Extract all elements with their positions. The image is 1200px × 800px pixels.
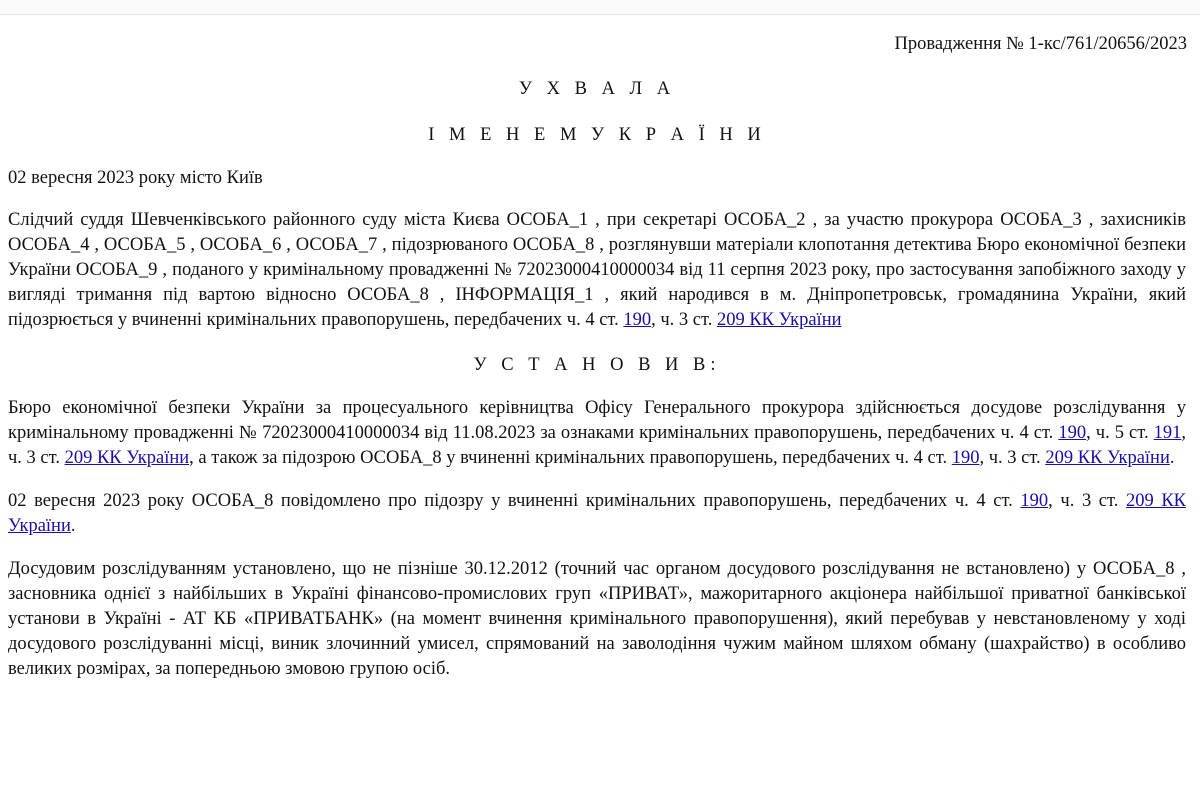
para-text: , ч. 3 ст.: [8, 423, 1187, 468]
document-page: [0, 32, 1200, 682]
article-190-link[interactable]: 190: [1020, 491, 1049, 511]
article-209-link[interactable]: 209 КК України: [716, 310, 842, 330]
intro-paragraph: [8, 208, 1186, 333]
article-190-link[interactable]: 190: [951, 448, 980, 468]
date-place-line: 02 вересня 2023 року місто Київ: [8, 168, 263, 188]
article-209-link[interactable]: 209 КК України: [8, 491, 1186, 536]
para-text: , а також за підозрою ОСОБА_8 у вчиненні кримінальних правопорушень, передбачених ч. 4 ст.: [189, 448, 952, 468]
article-191-link[interactable]: 191: [1153, 423, 1182, 443]
intro-text-mid: , ч. 3 ст.: [651, 310, 717, 330]
article-209-link[interactable]: 209 КК України: [1045, 448, 1170, 468]
para-text: , ч. 3 ст.: [979, 448, 1046, 468]
article-209-link[interactable]: 209 КК України: [64, 448, 190, 468]
para-text: 02 вересня 2023 року ОСОБА_8 повідомлено про підозру у вчиненні кримінальних правопорушень, передбачених ч. 4 ст.: [8, 491, 1021, 511]
para-text: , ч. 3 ст.: [1048, 491, 1126, 511]
case-number: Провадження № 1-кс/761/20656/2023: [894, 34, 1187, 54]
investigation-paragraph: [8, 396, 1186, 471]
intro-text: Слідчий суддя Шевченківського районного суду міста Києва ОСОБА_1 , при секретарі ОСОБА_2 , за участю прокурора ОСОБА_3 , захисників ОСОБА_4 , ОСОБА_5 , ОСОБА_6 , ОСОБА_7 , підозрюваного ОСОБА_8 , розглянувши матеріали клопотання детектива Бюро економічної безпеки України ОСОБА_9 , поданого у кримінальному провадженні № 72023000410000034 від 11 серпня 2023 року, про застосування запобіжного заходу у вигляді тримання під вартою відносно ОСОБА_8 , ІНФОРМАЦІЯ_1 , який народився в м. Дніпропетровськ, громадянина України, який підозрюється у вчиненні кримінальних правопорушень, передбачених ч. 4 ст.: [8, 210, 1186, 330]
para-text: Бюро економічної безпеки України за процесуального керівництва Офісу Генерального прокурора здійснюється досудове розслідування у кримінальному провадженні № 72023000410000034 від 11.08.2023 за ознаками кримінальних правопорушень, передбачених ч. 4 ст.: [8, 398, 1186, 443]
para-text: .: [1169, 448, 1175, 468]
document-title: У Х В А Л А: [518, 79, 676, 99]
findings-paragraph: Досудовим розслідуванням установлено, що не пізніше 30.12.2012 (точний час органом досудового розслідування не встановлено) у ОСОБА_8 , засновника однієї з найбільших в Україні фінансово-промислових груп «ПРИВАТ», мажоритарного акціонера найбільшої приватної банківської установи в Україні - АТ КБ «ПРИВАТБАНК» (на момент вчинення кримінального правопорушення), який перебував у невстановленому у ході досудового розслідуванні місці, виник злочинний умисел, спрямований на заволодіння чужим майном шляхом обману (шахрайство) в особливо великих розмірах, за попередньою змовою групою осіб.: [8, 559, 1186, 679]
article-190-link[interactable]: 190: [1058, 423, 1087, 443]
para-text: , ч. 5 ст.: [1086, 423, 1154, 443]
top-toolbar-strip: [0, 0, 1200, 15]
document-subtitle: І М Е Н Е М У К Р А Ї Н И: [428, 125, 766, 145]
suspicion-paragraph: [8, 489, 1186, 539]
established-heading: У С Т А Н О В И В:: [473, 355, 721, 375]
article-190-link[interactable]: 190: [623, 310, 652, 330]
para-text: .: [70, 516, 76, 536]
